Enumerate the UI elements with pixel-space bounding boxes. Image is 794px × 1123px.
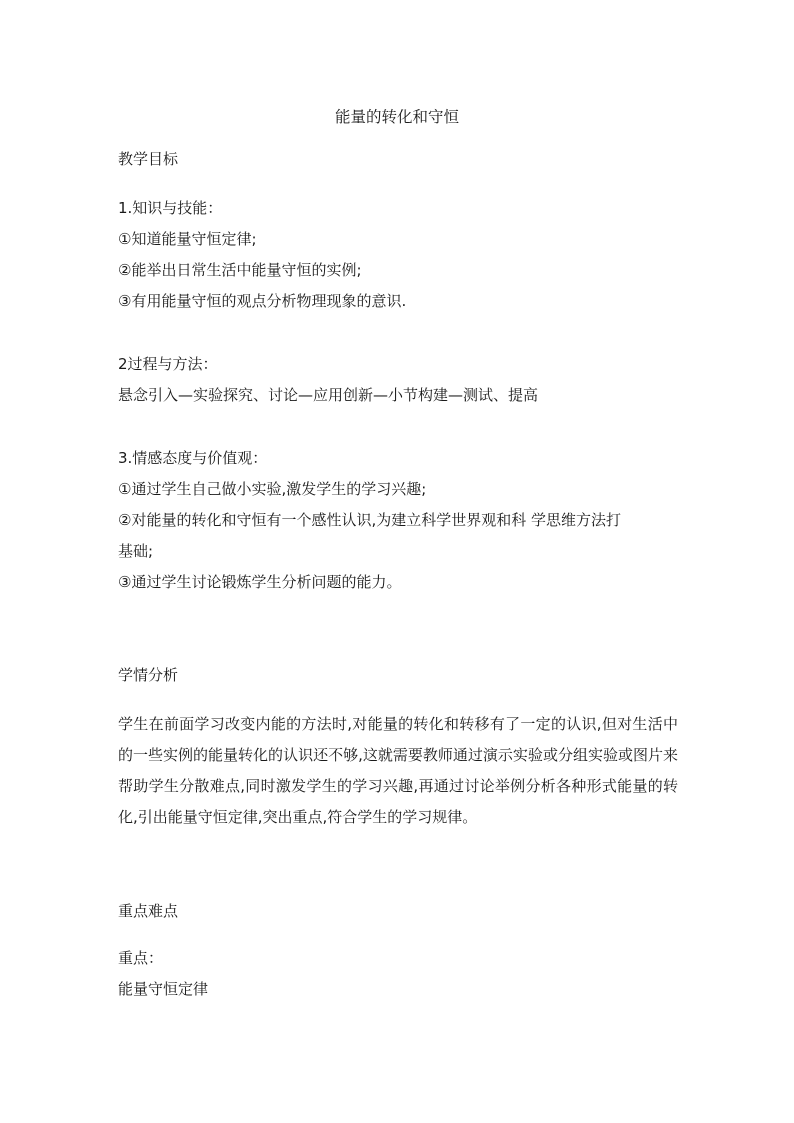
document-title: 能量的转化和守恒 xyxy=(334,108,459,126)
emotion-item: 基础; xyxy=(118,542,154,560)
knowledge-heading: 1.知识与技能： xyxy=(118,199,223,217)
emotion-item: ②对能量的转化和守恒有一个感性认识,为建立科学世界观和科 学思维方法打 xyxy=(118,511,621,529)
knowledge-item: ①知道能量守恒定律; xyxy=(118,230,257,248)
emotion-item: ③通过学生讨论锻炼学生分析问题的能力。 xyxy=(118,573,402,591)
section-heading-key-points: 重点难点 xyxy=(118,902,179,920)
process-heading: 2过程与方法： xyxy=(118,355,218,373)
knowledge-item: ②能举出日常生活中能量守恒的实例; xyxy=(118,261,362,279)
key-text: 能量守恒定律 xyxy=(118,980,209,998)
analysis-paragraph: 学生在前面学习改变内能的方法时,对能量的转化和转移有了一定的认识,但对生活中的一些实例的能量转化的认识还不够,这就需要教师通过演示实验或分组实验或图片来帮助学生分散难点,同时激发学生的学习兴趣,再通过讨论举例分析各种形式能量的转化,引出能量守恒定律,突出重点,符合学生的学习规律。 xyxy=(118,715,678,826)
section-heading-objectives: 教学目标 xyxy=(118,150,179,168)
section-heading-analysis: 学情分析 xyxy=(118,666,179,684)
emotion-heading: 3.情感态度与价值观： xyxy=(118,449,268,467)
key-heading: 重点： xyxy=(118,949,164,967)
knowledge-item: ③有用能量守恒的观点分析物理现象的意识. xyxy=(118,292,407,310)
emotion-item: ①通过学生自己做小实验,激发学生的学习兴趣; xyxy=(118,480,427,498)
process-text: 悬念引入—实验探究、讨论—应用创新—小节构建—测试、提高 xyxy=(118,386,539,404)
